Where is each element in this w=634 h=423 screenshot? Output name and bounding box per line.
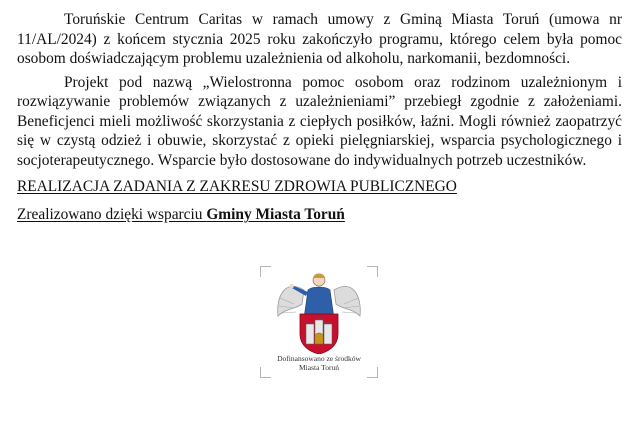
- funding-prefix: Zrealizowano dzięki wsparciu: [17, 206, 207, 223]
- logo-caption-line2: Miasta Toruń: [299, 363, 339, 372]
- logo-caption: [260, 354, 378, 372]
- paragraph-project: Projekt pod nazwą „Wielostronna pomoc osobom oraz rodzinom uzależnionym i rozwiązywanie problemów związanych z uzależnieniami” przebiegł zgodnie z założeniami. Beneficjenci mieli możliwość skorzystania z ciepłych posiłków, łaźni. Mogli również zaopatrzyć się w czystą odzież i obuwie, skorzystać z opieki pielęgniarskiej, wsparcia psychologicznego i socjoterapeutycznego. Wsparcie było dostosowane do indywidualnych potrzeb uczestników.: [17, 73, 622, 169]
- paragraph-intro: Toruńskie Centrum Caritas w ramach umowy z Gminą Miasta Toruń (umowa nr 11/AL/2024) z końcem stycznia 2025 roku zakończyło programu, którego celem była pomoc osobom doświadczającym problemu uzależnienia od alkoholu, narkomanii, bezdomności.: [17, 11, 622, 67]
- sponsor-logo: [260, 266, 378, 378]
- section-heading: REALIZACJA ZADANIA Z ZAKRESU ZDROWIA PUBLICZNEGO: [17, 178, 457, 195]
- funding-name: Gminy Miasta Toruń: [206, 206, 345, 223]
- torun-coat-of-arms-angel-icon: [264, 268, 374, 354]
- logo-caption-line1: Dofinansowano ze środków: [277, 354, 361, 363]
- funding-line: [17, 205, 622, 225]
- document-page: [17, 10, 622, 225]
